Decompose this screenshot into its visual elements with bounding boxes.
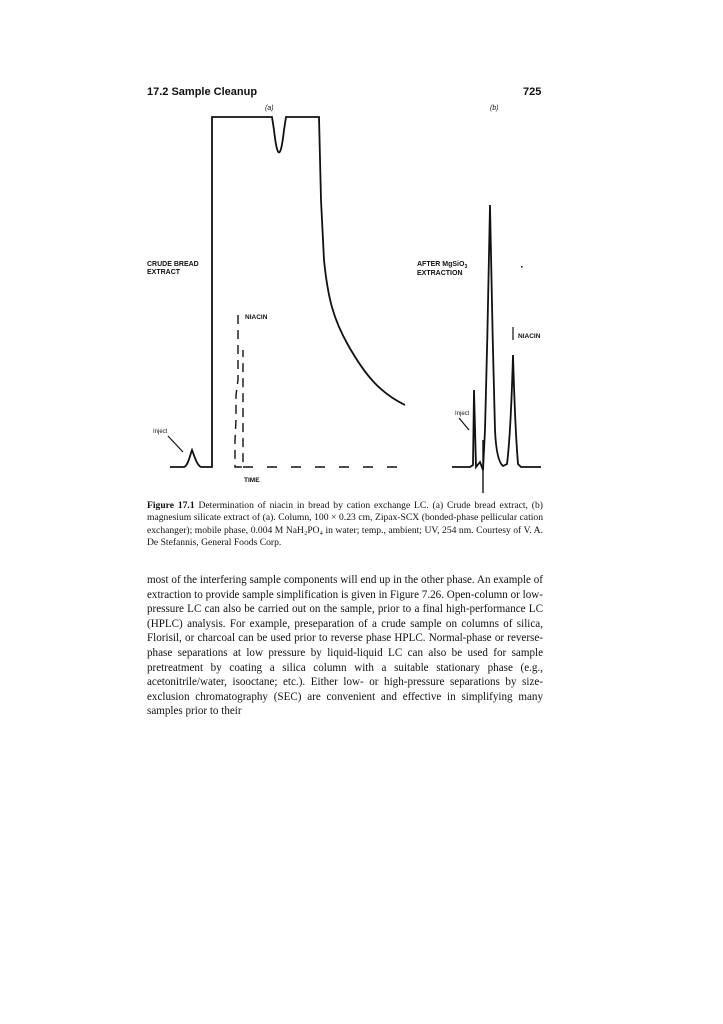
running-header-page-number: 725 [523,86,542,98]
panel-b-inject-arrow [459,418,469,430]
figure-caption [147,500,543,550]
panel-a-inject-arrow [168,436,183,452]
panel-b-label: (b) [490,105,499,112]
panel-b-sample-label-line1: AFTER MgSiO$_3$ [417,261,468,270]
panel-a-chromatogram-trace [170,117,405,467]
panel-b-niacin-label: NIACIN [518,333,541,340]
panel-a-time-axis-label: TIME [244,477,260,484]
figure-number: Figure 17.1 [147,500,195,511]
figure-caption-text: Determination of niacin in bread by cation exchange LC. (a) Crude bread extract, (b) magnesium silicate extract of (a). Column, 100 × 0.23 cm, Zipax-SCX (bonded-phase pellicular cation exchanger); mobile phase, 0.004 M NaH₂PO₄ in water; temp., ambient; UV, 254 nm. Courtesy of V. A. De Stefannis, General Foods Corp. [147,500,543,549]
panel-a-inject-label: Inject [153,429,168,435]
body-paragraph: most of the interfering sample components will end up in the other phase. An example of extraction to provide sample simplification is given in Figure 7.26. Open-column or low-pressure LC can also be carried out on the sample, prior to a final high-performance LC (HPLC) analysis. For example, preseparation of a crude sample on columns of silica, Florisil, or charcoal can be used prior to reverse phase HPLC. Normal-phase or reverse-phase separations at low pressure by liquid-liquid LC can also be used for sample pretreatment by coating a silica column with a suitable stationary phase (e.g., acetonitrile/water, isooctane; etc.). Either low- or high-pressure separations by size-exclusion chromatography (SEC) are convenient and effective in simplifying many samples prior to their [147,574,543,718]
body-text [147,573,543,719]
panel-b-sample-label-line2: EXTRACTION [417,270,463,277]
panel-a-niacin-peak-dashed [235,315,243,467]
figure-17-1-chromatograms [0,0,723,500]
panel-a [147,105,405,484]
panel-a-label: (a) [265,105,274,112]
running-header-section: 17.2 Sample Cleanup [147,86,258,98]
panel-a-niacin-label: NIACIN [245,314,268,321]
panel-b [417,105,541,493]
panel-a-sample-label-line1: CRUDE BREAD [147,261,199,268]
panel-b-inject-label: Inject [455,411,470,417]
panel-a-sample-label-line2: EXTRACT [147,269,181,276]
panel-b-speck [521,266,523,268]
